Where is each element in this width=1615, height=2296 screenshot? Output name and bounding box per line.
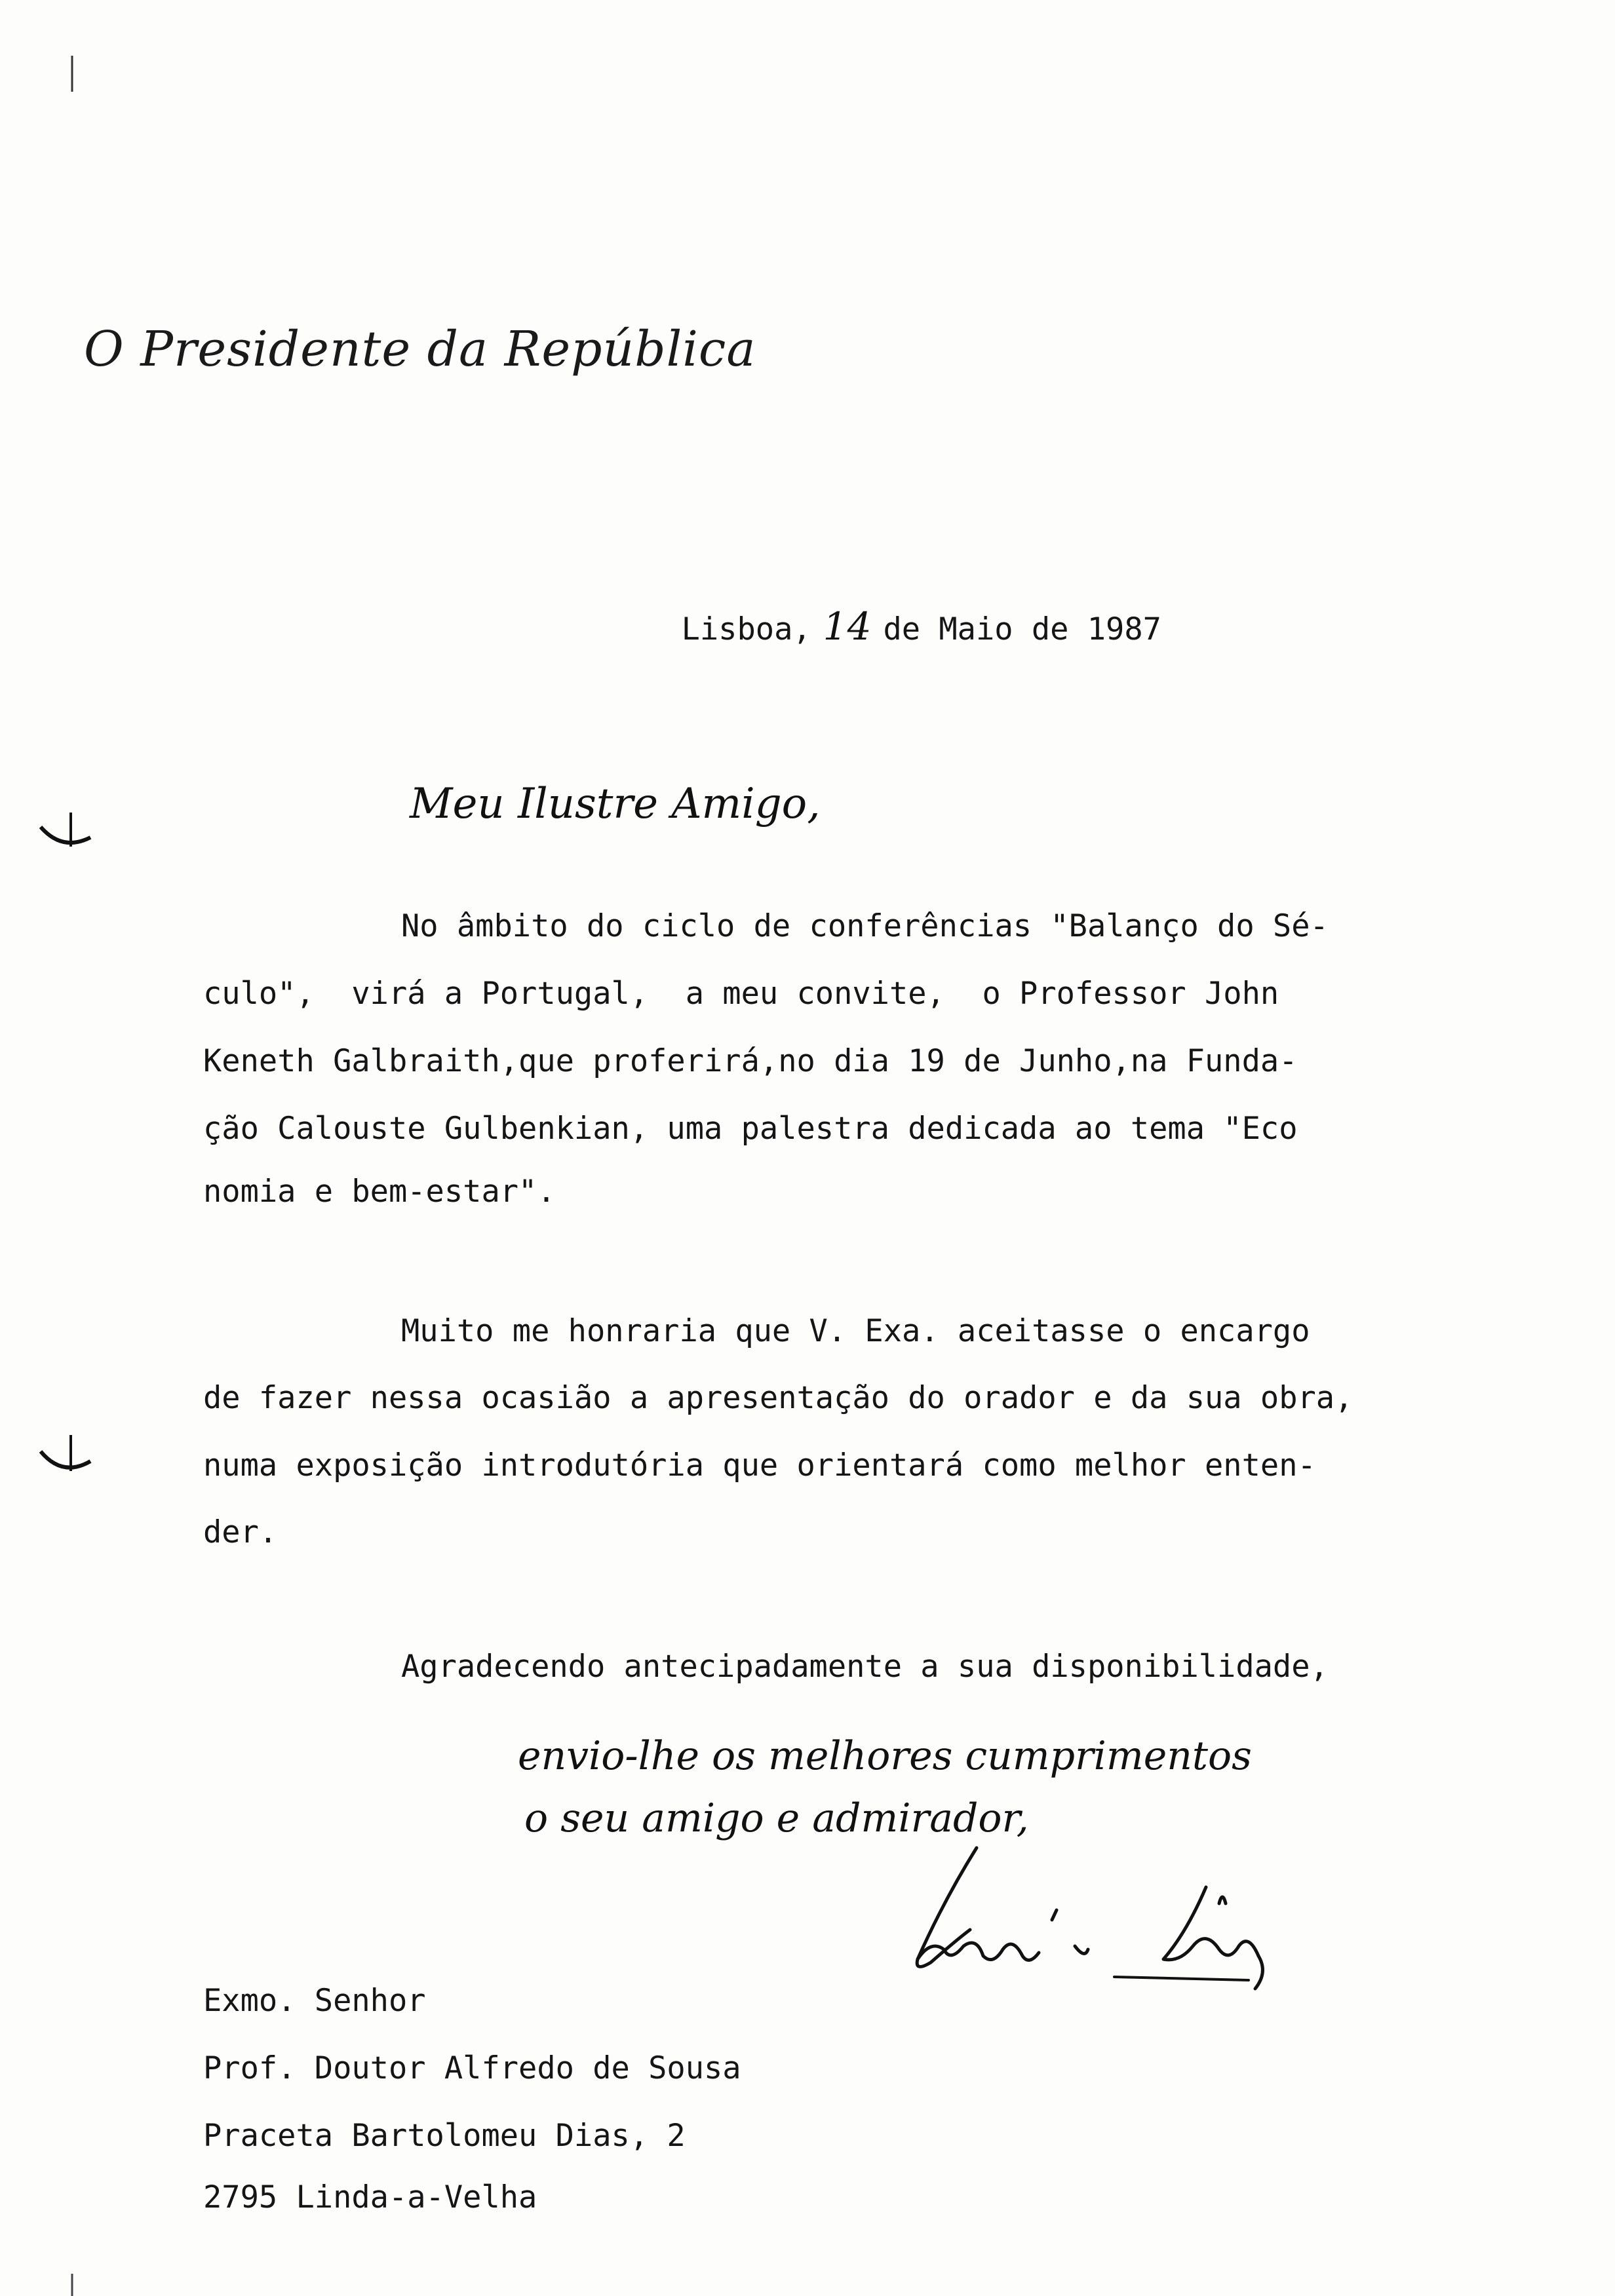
salutation: Meu Ilustre Amigo, <box>410 780 821 828</box>
body-line: Agradecendo antecipadamente a sua disponibilidade, <box>401 1649 1329 1685</box>
date-place: Lisboa, <box>681 611 811 647</box>
body-line: numa exposição introdutória que orientará como melhor enten- <box>203 1447 1316 1483</box>
body-line: de fazer nessa ocasião a apresentação do orador e da sua obra, <box>203 1380 1353 1416</box>
address-line: Praceta Bartolomeu Dias, 2 <box>203 2118 686 2154</box>
body-line: der. <box>203 1514 278 1550</box>
body-line: culo", virá a Portugal, a meu convite, o Professor John <box>203 976 1279 1012</box>
body-line: nomia e bem-estar". <box>203 1174 556 1210</box>
handwritten-closing-line-2: o seu amigo e admirador, <box>524 1795 1029 1841</box>
handwritten-closing-line-1: envio-lhe os melhores cumprimentos <box>518 1733 1252 1779</box>
letterhead: O Presidente da República <box>84 321 756 377</box>
date-day-handwritten: 14 <box>823 604 872 649</box>
body-line: ção Calouste Gulbenkian, uma palestra dedicada ao tema "Eco <box>203 1111 1298 1147</box>
body-line: Muito me honraria que V. Exa. aceitasse o encargo <box>401 1313 1310 1349</box>
address-line: Prof. Doutor Alfredo de Sousa <box>203 2050 741 2086</box>
body-line: No âmbito do ciclo de conferências "Balanço do Sé- <box>401 908 1329 944</box>
address-line: Exmo. Senhor <box>203 1983 426 2019</box>
date-rest: de Maio de 1987 <box>883 611 1161 647</box>
address-line: 2795 Linda-a-Velha <box>203 2179 537 2215</box>
body-line: Keneth Galbraith,que proferirá,no dia 19 de Junho,na Funda- <box>203 1043 1298 1079</box>
